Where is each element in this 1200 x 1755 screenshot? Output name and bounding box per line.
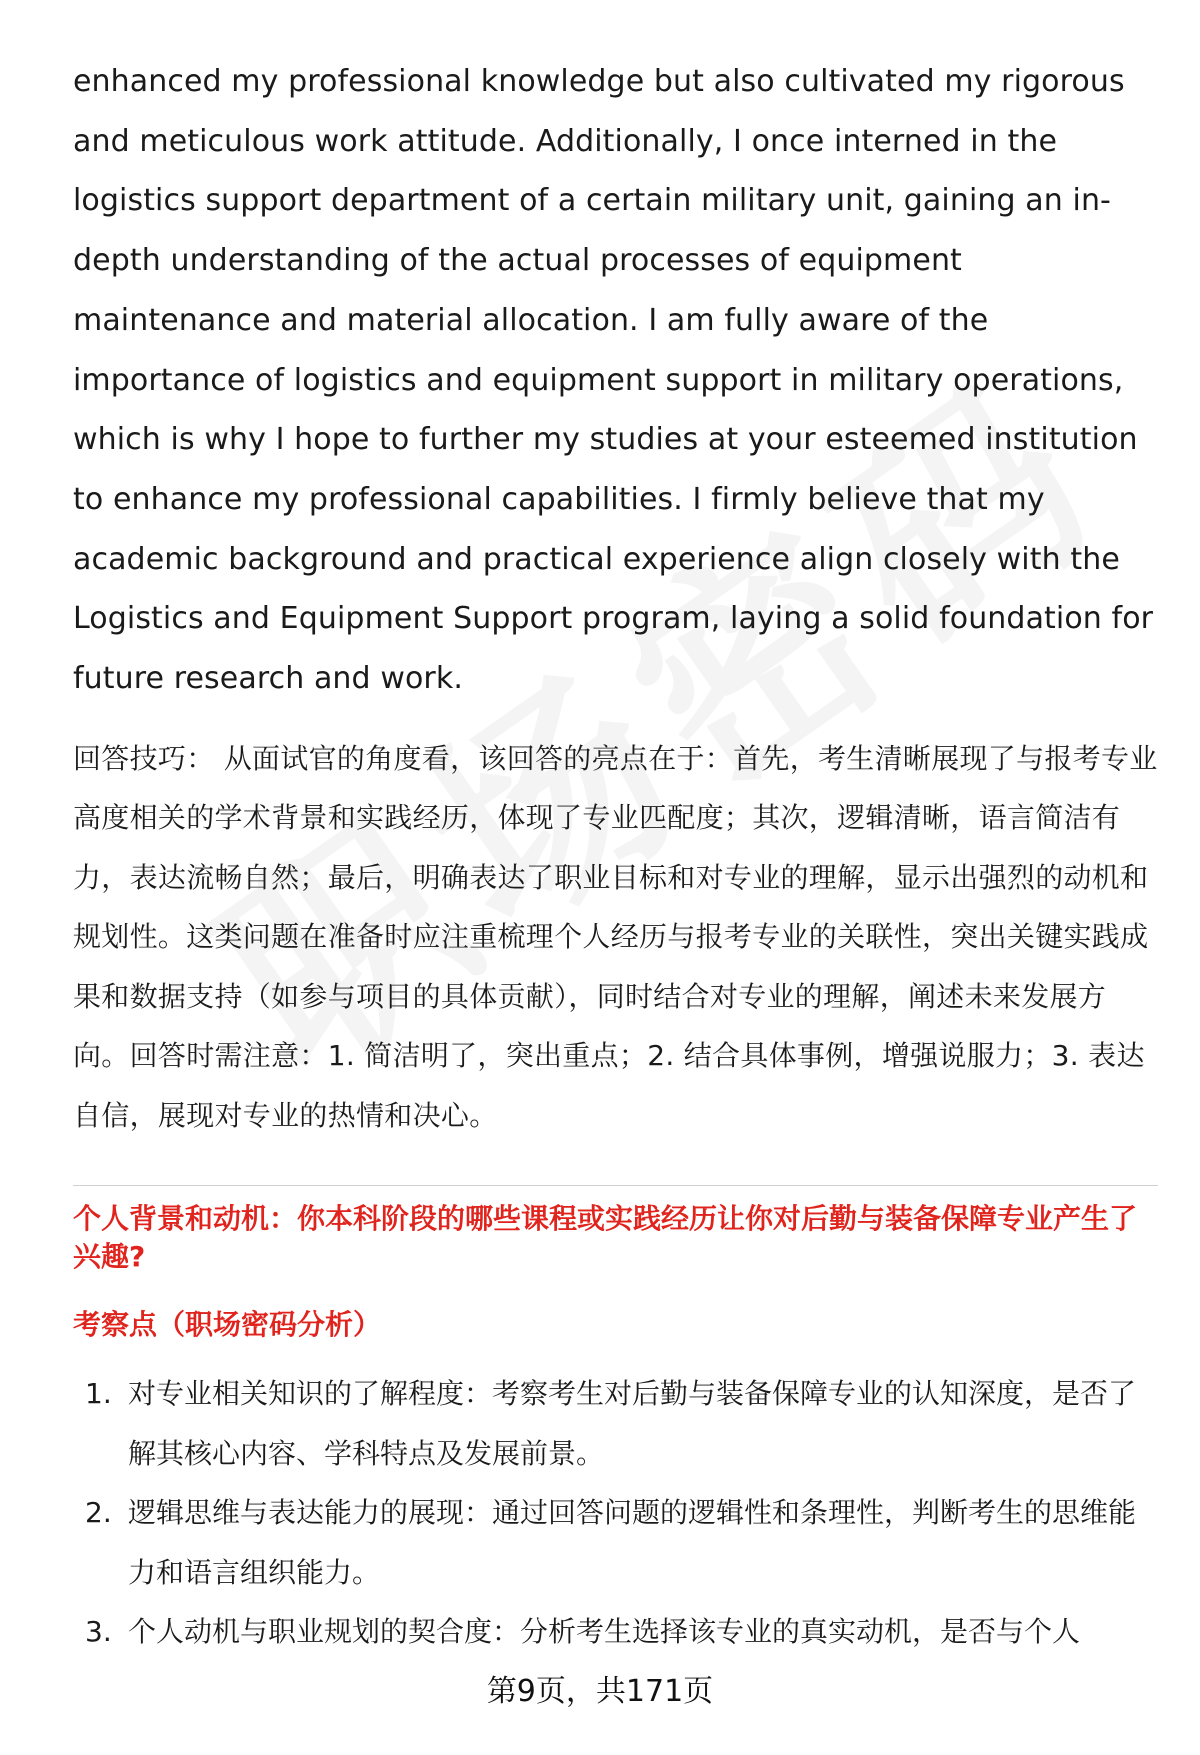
list-item-number: 2. xyxy=(85,1496,112,1530)
list-item-number: 1. xyxy=(85,1377,112,1411)
assessment-heading: 考察点（职场密码分析） xyxy=(73,1308,382,1342)
list-item xyxy=(73,1483,1158,1602)
list-item xyxy=(73,1602,1158,1662)
section-divider xyxy=(73,1185,1158,1186)
page-content xyxy=(73,52,1158,1662)
assessment-list xyxy=(73,1364,1158,1662)
list-item-text: 个人动机与职业规划的契合度：分析考生选择该专业的真实动机，是否与个人 xyxy=(128,1615,1081,1649)
list-item-text: 逻辑思维与表达能力的展现：通过回答问题的逻辑性和条理性，判断考生的思维能力和语言组织能力。 xyxy=(128,1496,1137,1589)
answer-tips-paragraph: 回答技巧： 从面试官的角度看，该回答的亮点在于：首先，考生清晰展现了与报考专业高度相关的学术背景和实践经历，体现了专业匹配度；其次，逻辑清晰，语言简洁有力，表达流畅自然；最后，明确表达了职业目标和对专业的理解，显示出强烈的动机和规划性。这类问题在准备时应注重梳理个人经历与报考专业的关联性，突出关键实践成果和数据支持（如参与项目的具体贡献），同时结合对专业的理解，阐述未来发展方向。回答时需注意：1. 简洁明了，突出重点；2. 结合具体事例，增强说服力；3. 表达自信，展现对专业的热情和决心。 xyxy=(73,741,1158,1132)
list-item-number: 3. xyxy=(85,1615,112,1649)
english-answer-paragraph: enhanced my professional knowledge but also cultivated my rigorous and meticulous work attitude. Additionally, I once interned in the logistics support department of a certain military unit, gaining an in-depth understanding of the actual processes of equipment maintenance and material allocation. I am fully aware of the importance of logistics and equipment support in military operations, which is why I hope to further my studies at your esteemed institution to enhance my professional capabilities. I firmly believe that my academic background and practical experience align closely with the Logistics and Equipment Support program, laying a solid foundation for future research and work. xyxy=(73,64,1154,697)
list-item-text: 对专业相关知识的了解程度：考察考生对后勤与装备保障专业的认知深度，是否了解其核心内容、学科特点及发展前景。 xyxy=(128,1377,1137,1470)
page-number-footer: 第9页，共171页 xyxy=(486,1674,714,1709)
list-item xyxy=(73,1364,1158,1483)
question-heading: 个人背景和动机：你本科阶段的哪些课程或实践经历让你对后勤与装备保障专业产生了兴趣? xyxy=(73,1202,1138,1274)
